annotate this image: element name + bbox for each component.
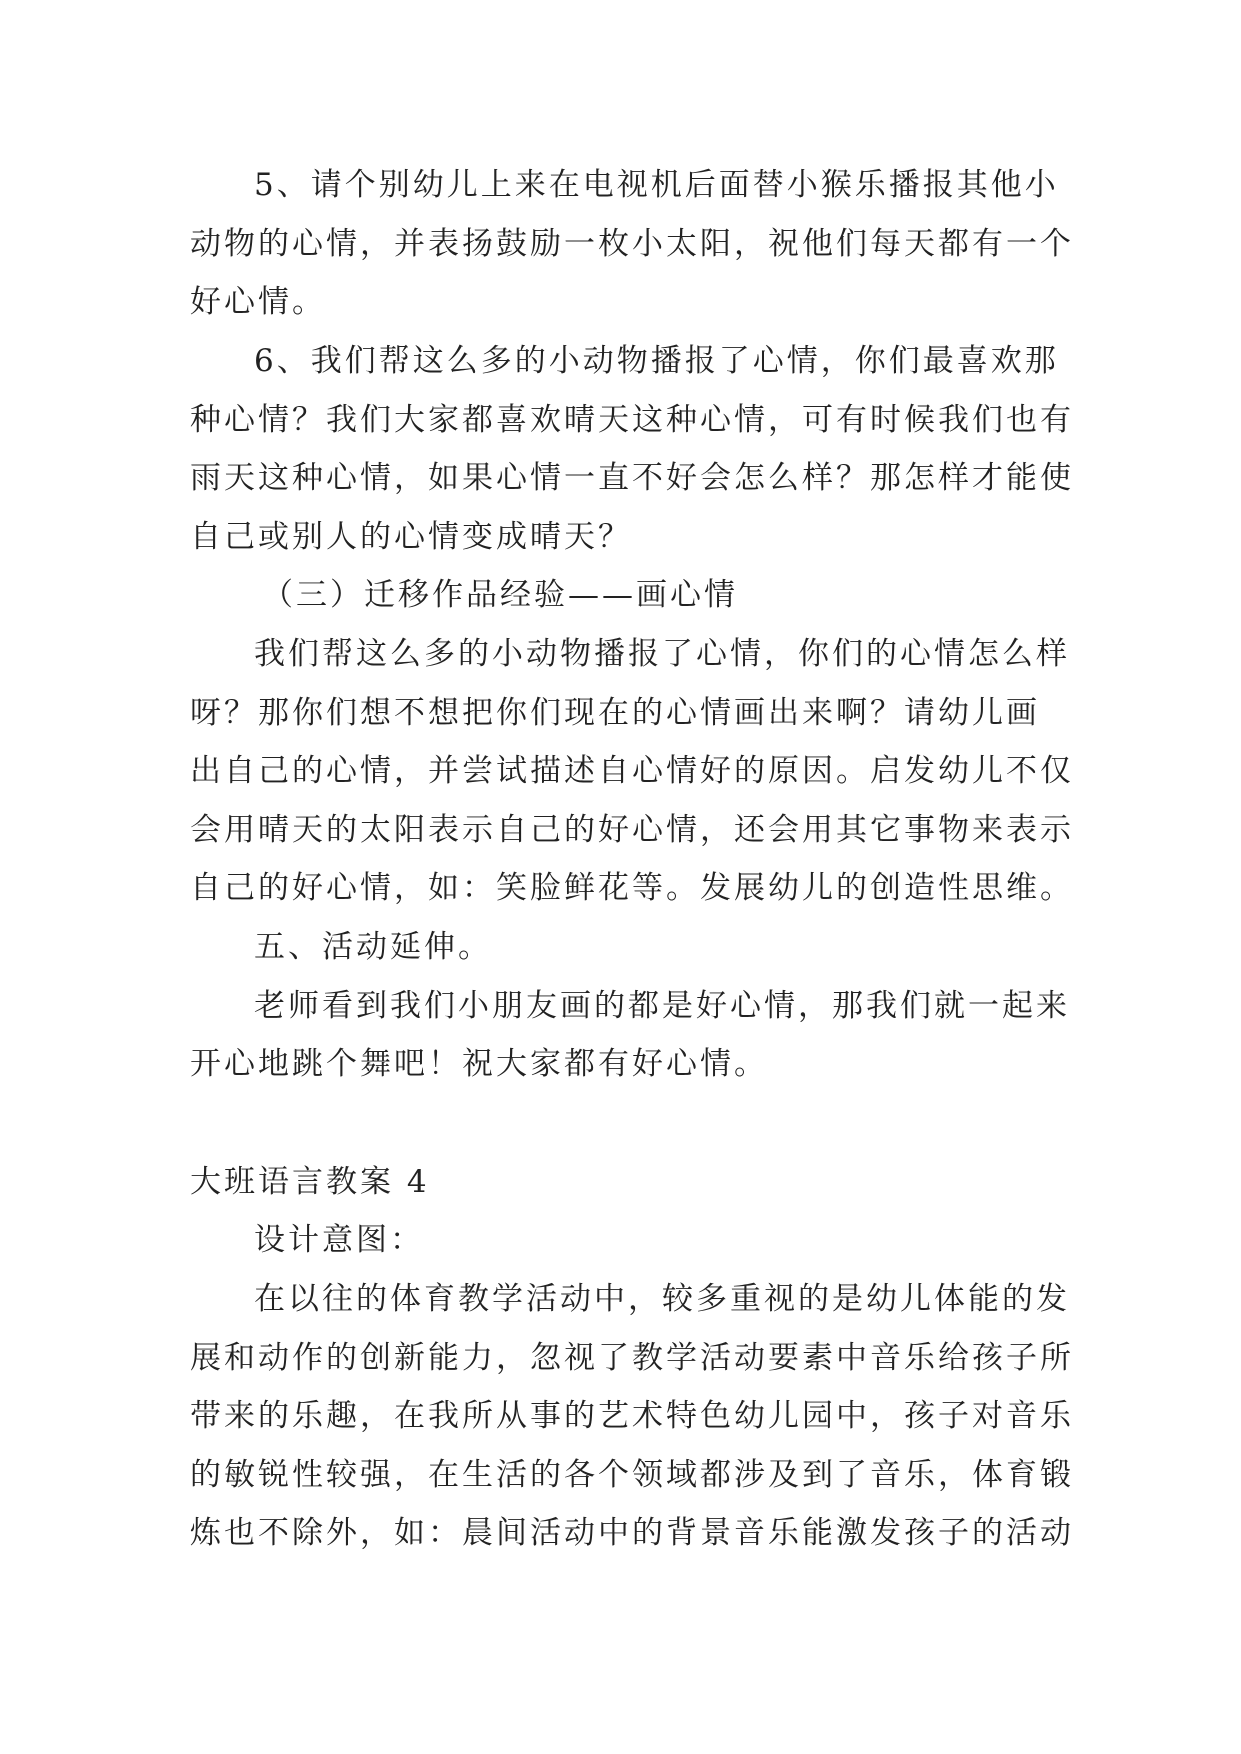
paragraph-6-line-2: 种心情？我们大家都喜欢晴天这种心情，可有时候我们也有 <box>190 402 1074 438</box>
section-5-heading: 五、活动延伸。 <box>254 929 492 965</box>
paragraph-5-line-2: 动物的心情，并表扬鼓励一枚小太阳，祝他们每天都有一个 <box>190 226 1074 262</box>
paragraph-5-line-1: 5、请个别幼儿上来在电视机后面替小猴乐播报其他小 <box>254 167 1059 203</box>
paragraph-draw-line-5: 自己的好心情，如：笑脸鲜花等。发展幼儿的创造性思维。 <box>190 870 1074 906</box>
paragraph-design-line-4: 的敏锐性较强，在生活的各个领域都涉及到了音乐，体育锻 <box>190 1457 1074 1493</box>
paragraph-draw-line-3: 出自己的心情，并尝试描述自心情好的原因。启发幼儿不仅 <box>190 753 1074 789</box>
paragraph-6-line-3: 雨天这种心情，如果心情一直不好会怎么样？那怎样才能使 <box>190 460 1074 496</box>
paragraph-6-line-1: 6、我们帮这么多的小动物播报了心情，你们最喜欢那 <box>254 343 1059 379</box>
design-heading: 设计意图： <box>254 1222 424 1258</box>
paragraph-design-line-5: 炼也不除外，如：晨间活动中的背景音乐能激发孩子的活动 <box>190 1515 1074 1551</box>
paragraph-design-line-1: 在以往的体育教学活动中，较多重视的是幼儿体能的发 <box>254 1281 1070 1317</box>
paragraph-draw-line-4: 会用晴天的太阳表示自己的好心情，还会用其它事物来表示 <box>190 812 1074 848</box>
paragraph-design-line-2: 展和动作的创新能力，忽视了教学活动要素中音乐给孩子所 <box>190 1340 1074 1376</box>
paragraph-6-line-4: 自己或别人的心情变成晴天？ <box>190 519 632 555</box>
paragraph-extension-line-2: 开心地跳个舞吧！祝大家都有好心情。 <box>190 1046 768 1082</box>
subheading-3: （三）迁移作品经验——画心情 <box>262 577 738 613</box>
paragraph-5-line-3: 好心情。 <box>190 284 326 320</box>
paragraph-draw-line-1: 我们帮这么多的小动物播报了心情，你们的心情怎么样 <box>254 636 1070 672</box>
lesson-title: 大班语言教案 4 <box>190 1164 430 1200</box>
paragraph-extension-line-1: 老师看到我们小朋友画的都是好心情，那我们就一起来 <box>254 988 1070 1024</box>
paragraph-draw-line-2: 呀？那你们想不想把你们现在的心情画出来啊？请幼儿画 <box>190 695 1040 731</box>
paragraph-design-line-3: 带来的乐趣，在我所从事的艺术特色幼儿园中，孩子对音乐 <box>190 1398 1074 1434</box>
